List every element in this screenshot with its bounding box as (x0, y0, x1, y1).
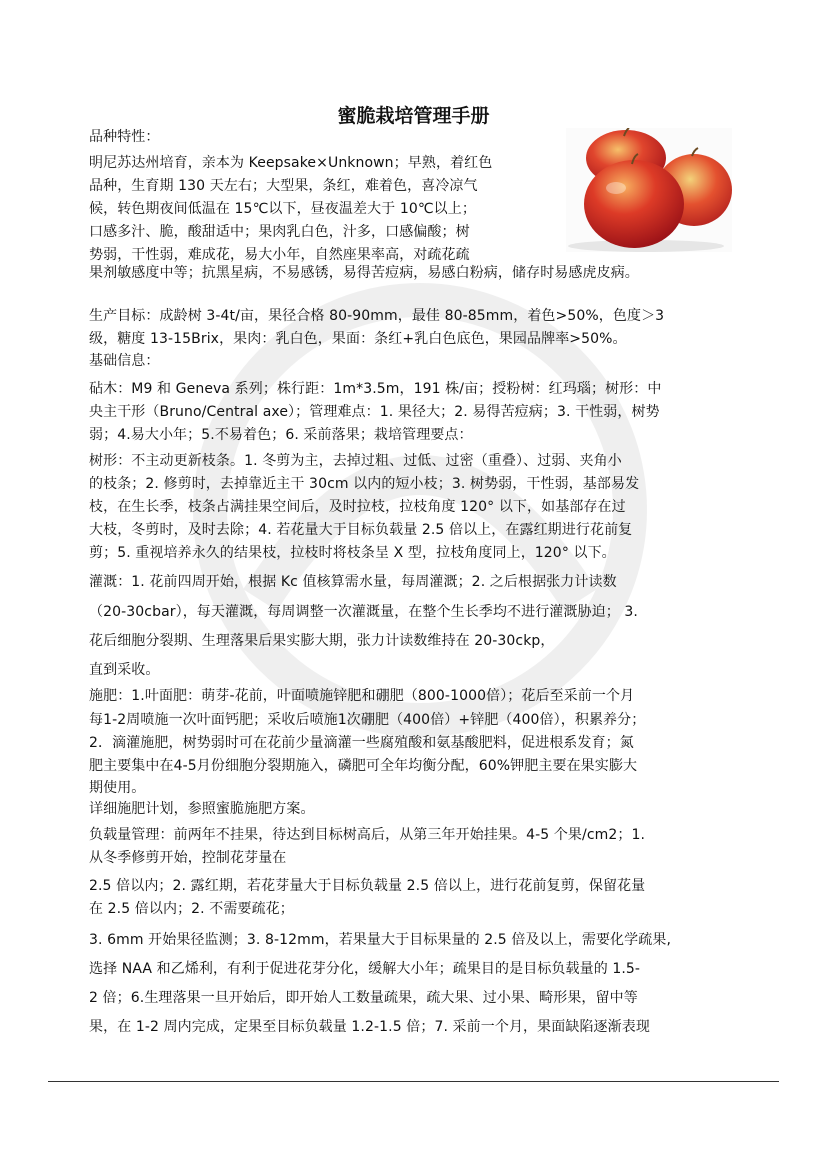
text-line: 在 2.5 倍以内；2. 不需要疏花； (89, 901, 294, 917)
text-line: 剪；5. 重视培养永久的结果枝，拉枝时将枝条呈 X 型，拉枝角度同上，120° 以下。 (89, 545, 616, 561)
text-line: 直到采收。 (89, 662, 160, 678)
text-line: 期使用。 (89, 780, 146, 796)
text-line: 品种特性： (89, 129, 160, 145)
apple-photo (566, 128, 732, 252)
text-line: 大枝，冬剪时，及时去除；4. 若花量大于目标负载量 2.5 倍以上，在露红期进行花前复 (89, 522, 633, 538)
text-line: 品种，生育期 130 天左右；大型果，条红，难着色，喜冷凉气 (89, 178, 478, 194)
text-line: 详细施肥计划，参照蜜脆施肥方案。 (89, 801, 315, 817)
text-line: 基础信息： (89, 353, 160, 369)
text-line: 选择 NAA 和乙烯利，有利于促进花芽分化，缓解大小年；疏果目的是目标负载量的 1.5- (89, 961, 641, 977)
text-line: 候，转色期夜间低温在 15℃以下，昼夜温差大于 10℃以上； (89, 201, 476, 217)
text-line: 施肥：1.叶面肥：萌芽-花前，叶面喷施锌肥和硼肥（800-1000倍）；花后至采前一个月 (89, 688, 635, 704)
text-line: 明尼苏达州培育，亲本为 Keepsake×Unknown；早熟，着红色 (89, 155, 493, 171)
text-line: 2．滴灌施肥，树势弱时可在花前少量滴灌一些腐殖酸和氨基酸肥料，促进根系发育；氮 (89, 735, 634, 751)
text-line: 级，糖度 13-15Brix，果肉：乳白色，果面：条红+乳白色底色，果园品牌率>50%。 (89, 331, 627, 347)
footer-rule (48, 1081, 779, 1082)
text-line: 央主干形（Bruno/Central axe）；管理难点：1. 果径大；2. 易得苦痘病；3. 干性弱，树势 (89, 404, 660, 420)
text-line: 口感多汁、脆，酸甜适中；果肉乳白色，汁多，口感偏酸；树 (89, 224, 470, 240)
text-line: 花后细胞分裂期、生理落果后果实膨大期，张力计读数维持在 20-30ckp， (89, 633, 555, 649)
text-line: 树形：不主动更新枝条。1. 冬剪为主，去掉过粗、过低、过密（重叠）、过弱、夹角小 (89, 453, 622, 469)
text-line: 砧木：M9 和 Geneva 系列；株行距：1m*3.5m，191 株/亩；授粉树：红玛瑙；树形：中 (89, 381, 662, 397)
text-line: 从冬季修剪开始，控制花芽量在 (89, 850, 287, 866)
text-line: 果，在 1-2 周内完成，定果至目标负载量 1.2-1.5 倍；7. 采前一个月，果面缺陷逐渐表现 (89, 1019, 650, 1035)
text-line: 生产目标：成龄树 3-4t/亩，果径合格 80-90mm，最佳 80-85mm，着色>50%，色度＞3 (89, 308, 665, 324)
text-line: （20-30cbar），每天灌溉，每周调整一次灌溉量，在整个生长季均不进行灌溉胁迫； 3. (89, 604, 638, 620)
text-line: 弱；4.易大小年；5.不易着色；6. 采前落果；栽培管理要点： (89, 427, 473, 443)
text-line: 3. 6mm 开始果径监测；3. 8-12mm，若果量大于目标果量的 2.5 倍及以上，需要化学疏果, (89, 932, 672, 948)
text-line: 每1-2周喷施一次叶面钙肥；采收后喷施1次硼肥（400倍）+锌肥（400倍），积累养分； (89, 712, 646, 728)
text-line: 肥主要集中在4-5月份细胞分裂期施入，磷肥可全年均衡分配，60%钾肥主要在果实膨大 (89, 758, 638, 774)
text-line: 的枝条；2. 修剪时，去掉靠近主干 30cm 以内的短小枝；3. 树势弱，干性弱，基部易发 (89, 476, 640, 492)
text-line: 枝，在生长季，枝条占满挂果空间后，及时拉枝，拉枝角度 120° 以下，如基部存在过 (89, 499, 626, 515)
text-line: 势弱，干性弱，难成花，易大小年，自然座果率高，对疏花疏 (89, 247, 470, 263)
text-line: 2 倍；6.生理落果一旦开始后，即开始人工数量疏果，疏大果、过小果、畸形果，留中等 (89, 990, 638, 1006)
text-line: 灌溉：1. 花前四周开始，根据 Kc 值核算需水量，每周灌溉；2. 之后根据张力计读数 (89, 574, 617, 590)
document-title: 蜜脆栽培管理手册 (337, 105, 490, 127)
text-line: 2.5 倍以内；2. 露红期，若花芽量大于目标负载量 2.5 倍以上，进行花前复剪，保留花量 (89, 878, 646, 894)
text-line: 果剂敏感度中等；抗黑星病，不易感锈，易得苦痘病，易感白粉病，储存时易感虎皮病。 (89, 265, 639, 281)
text-line: 负载量管理：前两年不挂果，待达到目标树高后，从第三年开始挂果。4-5 个果/cm2；1. (89, 827, 646, 843)
